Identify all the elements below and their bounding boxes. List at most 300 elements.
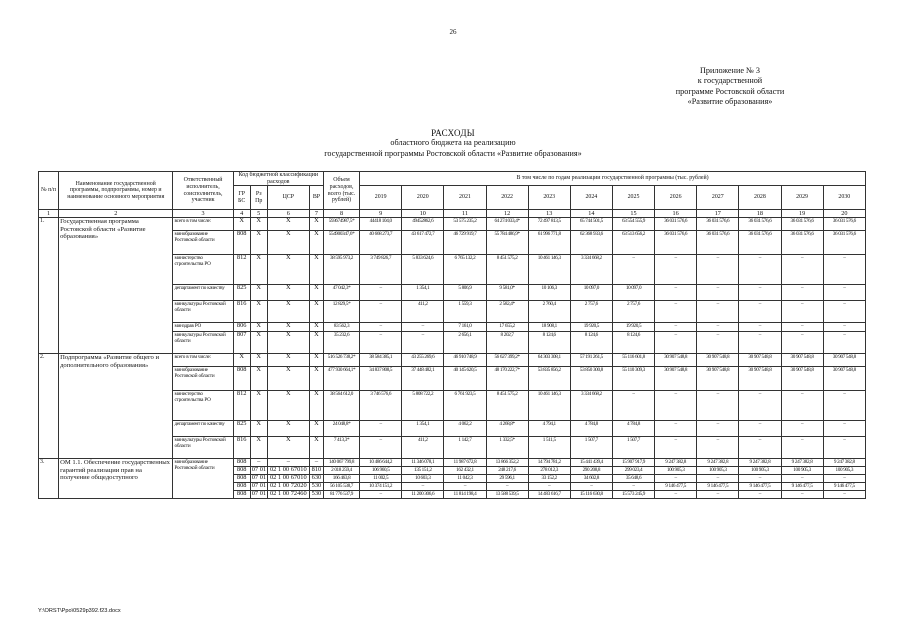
row-vr: 530 (309, 483, 323, 491)
row-total: 477 930 664,1* (323, 367, 359, 391)
row-year-value: 36 031 576,6 (739, 231, 781, 255)
appendix-line: к государственной (697, 76, 763, 86)
row-year-value: – (697, 332, 739, 354)
row-year-value: 36 031 576,6 (655, 231, 697, 255)
row-year-value: 56 627 399,2* (486, 354, 528, 367)
row-year-value: 36 031 576,6 (697, 231, 739, 255)
row-rzpr: 07 01 (251, 490, 267, 498)
row-rzpr: X (250, 367, 267, 391)
row-year-value: – (739, 255, 781, 285)
row-year-value: 8 124,6 (570, 332, 612, 354)
row-year-value: – (486, 483, 528, 491)
row-year-value: – (655, 332, 697, 354)
row-year-value: – (781, 332, 823, 354)
expenses-table (38, 171, 866, 499)
row-csr: X (267, 285, 309, 301)
appendix-line: Приложение № 3 (700, 66, 760, 75)
row-year-value: – (781, 391, 823, 421)
row-year-value: 9 247 382,8 (823, 459, 865, 467)
row-year-value: – (823, 301, 865, 323)
row-year-value: 63 554 555,9 (612, 218, 654, 231)
row-year-value: 135 151,2 (402, 467, 444, 475)
header-year: 2024 (570, 186, 612, 210)
row-year-value: 55 110 309,3 (612, 367, 654, 391)
row-year-value: 29 596,1 (486, 475, 528, 483)
row-vr: X (309, 421, 323, 437)
header-year: 2026 (655, 186, 697, 210)
row-year-value: – (697, 475, 739, 483)
row-year-value: 65 744 501,5 (570, 218, 612, 231)
row-year-value: 10 097,0 (612, 285, 654, 301)
row-year-value: 17 655,2 (486, 323, 528, 332)
row-vr: X (309, 285, 323, 301)
row-year-value: 2 757,6 (570, 301, 612, 323)
row-year-value: – (823, 437, 865, 459)
row-year-value: 1 332,5* (486, 437, 528, 459)
row-year-value: 36 031 576,6 (739, 218, 781, 231)
row-year-value: – (402, 483, 444, 491)
column-number: 11 (444, 210, 486, 218)
row-rzpr: X (250, 231, 267, 255)
row-year-value: – (823, 332, 865, 354)
header-csr: ЦСР (267, 186, 309, 210)
row-year-value: 2 656,1 (444, 332, 486, 354)
row-year-value: 11 987 672,8 (444, 459, 486, 467)
row-csr: X (267, 354, 309, 367)
row-total: 140 067 799,8 (323, 459, 359, 467)
row-vr: X (309, 367, 323, 391)
row-csr: 02 1 00 72460 (267, 491, 309, 499)
row-csr: 02 1 00 67010 (267, 475, 309, 483)
row-year-value: 10 486 644,2 (360, 459, 402, 467)
row-year-value: – (697, 491, 739, 499)
row-year-value: 9 247 382,8 (781, 459, 823, 467)
row-year-value: 46 910 748,9 (444, 354, 486, 367)
row-year-value: – (823, 323, 865, 332)
table-row (39, 459, 866, 467)
row-vr: X (309, 332, 323, 354)
row-year-value: 9 247 382,8 (655, 459, 697, 467)
row-year-value: 4 062,2 (444, 421, 486, 437)
row-grbs: 808 (233, 459, 250, 467)
header-year: 2023 (528, 186, 570, 210)
row-grbs: 806 (233, 323, 250, 332)
row-year-value: – (697, 301, 739, 323)
header-code: Код бюджетной классификации расходов (233, 172, 323, 186)
row-year-value: – (739, 332, 781, 354)
row-year-value: 30 907 548,8 (781, 354, 823, 367)
row-rzpr: X (250, 437, 267, 459)
row-year-value: – (655, 391, 697, 421)
row-year-value: 11 002,5 (360, 475, 402, 483)
row-executor: всего в том числе: (173, 354, 233, 367)
row-grbs: X (233, 218, 250, 231)
row-grbs: 808 (233, 475, 250, 483)
row-year-value: – (655, 285, 697, 301)
row-year-value: 3 334 668,2 (570, 391, 612, 421)
row-csr: X (267, 301, 309, 323)
row-year-value: 8 202,7 (486, 332, 528, 354)
row-year-value: 11 042,3 (444, 475, 486, 483)
row-rzpr: X (250, 218, 267, 231)
row-year-value: 162 432,1 (444, 467, 486, 475)
row-executor: министерство строительства РО (173, 255, 233, 285)
row-year-value: 100 905,3 (823, 467, 865, 475)
row-year-value: – (823, 391, 865, 421)
row-rzpr: X (250, 255, 267, 285)
column-number: 14 (570, 210, 612, 218)
row-year-value: – (570, 483, 612, 491)
row-year-value: – (823, 421, 865, 437)
column-number: 20 (823, 210, 865, 218)
row-year-value: – (655, 491, 697, 499)
row-year-value: 13 866 352,2 (486, 459, 528, 467)
row-year-value: 100 905,3 (655, 467, 697, 475)
row-year-value: – (655, 475, 697, 483)
row-csr: X (267, 391, 309, 421)
column-number: 15 (612, 210, 654, 218)
row-year-value: – (402, 323, 444, 332)
row-total: 12 829,5* (323, 301, 359, 323)
row-year-value: 30 907 548,8 (823, 367, 865, 391)
row-year-value: 10 097,0 (570, 285, 612, 301)
row-year-value: – (402, 332, 444, 354)
row-year-value: – (823, 255, 865, 285)
row-year-value: 5 833 624,6 (402, 255, 444, 285)
row-rzpr: X (250, 332, 267, 354)
row-year-value: 4 268,8* (486, 421, 528, 437)
row-year-value: 53 575 235,2 (444, 218, 486, 231)
row-year-value: 411,2 (402, 301, 444, 323)
row-rzpr: X (250, 285, 267, 301)
row-year-value: 19 920,5 (612, 323, 654, 332)
row-year-value: 30 907 548,8 (823, 354, 865, 367)
row-executor: департамент по качеству (173, 285, 233, 301)
column-number: 6 (267, 210, 309, 218)
row-year-value: 30 907 548,8 (697, 354, 739, 367)
header-year: 2025 (612, 186, 654, 210)
row-year-value: 64 274 033,4* (486, 218, 528, 231)
row-year-value: 4 784,8 (612, 421, 654, 437)
row-vr: 810 (309, 467, 323, 475)
row-year-value: – (781, 421, 823, 437)
row-number: 1. (39, 218, 59, 354)
row-rzpr: 07 01 (251, 474, 267, 482)
row-year-value: – (739, 323, 781, 332)
row-year-value: – (360, 332, 402, 354)
row-year-value: – (739, 437, 781, 459)
row-year-value: 15 573 245,9 (612, 491, 654, 499)
row-year-value: – (739, 285, 781, 301)
row-grbs: 812 (233, 255, 250, 285)
row-csr: X (267, 218, 309, 231)
row-grbs: 808 (233, 467, 250, 475)
row-year-value: 106 960,5 (360, 467, 402, 475)
row-grbs: X (233, 354, 250, 367)
table-row (39, 354, 866, 367)
row-year-value: 278 012,3 (528, 467, 570, 475)
row-year-value: – (360, 323, 402, 332)
row-name: Государственная программа Ростовской области «Развитие образования» (59, 218, 173, 354)
row-year-value: 44418 104,0 (360, 218, 402, 231)
row-year-value: 36 031 576,6 (823, 231, 865, 255)
row-grbs: 808 (233, 491, 250, 499)
row-year-value: 30 907 548,8 (739, 367, 781, 391)
row-total: 593674987,5* (323, 218, 359, 231)
appendix-line: «Развитие образования» (687, 96, 773, 106)
row-year-value: 3 749 826,7 (360, 255, 402, 285)
row-year-value: 9 146 477,5 (697, 483, 739, 491)
row-year-value: – (823, 285, 865, 301)
row-year-value: 40 668 273,7 (360, 231, 402, 255)
row-year-value: 36 031 576,6 (781, 218, 823, 231)
row-year-value: 1 142,7 (444, 437, 486, 459)
expenses-table-container (38, 171, 866, 499)
header-year: 2029 (781, 186, 823, 210)
row-year-value: 34 837 808,5 (360, 367, 402, 391)
row-year-value: 4 794,1 (528, 421, 570, 437)
row-year-value: 9 146 477,5 (823, 483, 865, 491)
row-year-value: 1 559,3 (444, 301, 486, 323)
row-year-value: 100 905,3 (739, 467, 781, 475)
row-executor: минобразование Ростовской области (173, 367, 233, 391)
row-year-value: 55 116 601,8 (612, 354, 654, 367)
row-grbs: 808 (233, 367, 250, 391)
row-year-value: 9 146 477,5 (739, 483, 781, 491)
row-year-value: – (697, 285, 739, 301)
row-year-value: – (781, 285, 823, 301)
row-csr: X (267, 231, 309, 255)
row-vr: X (309, 437, 323, 459)
row-total: 47 042,3* (323, 285, 359, 301)
header-year: 2027 (697, 186, 739, 210)
row-csr: X (267, 437, 309, 459)
column-number: 17 (697, 210, 739, 218)
row-year-value: 10 461 146,3 (528, 391, 570, 421)
row-year-value: 1 354,1 (402, 285, 444, 301)
title-line: областного бюджета на реализацию (390, 138, 516, 148)
row-csr: X (267, 255, 309, 285)
column-number: 18 (739, 210, 781, 218)
row-grbs: 808 (233, 231, 250, 255)
row-year-value: 3 334 668,2 (570, 255, 612, 285)
row-year-value: 1 511,5 (528, 437, 570, 459)
row-vr: X (309, 301, 323, 323)
header-rzpr: Рз Пр (250, 186, 267, 210)
row-year-value: 48 170 222,7* (486, 367, 528, 391)
row-executor: всего в том числе: (173, 218, 233, 231)
row-year-value: 3 746 576,6 (360, 391, 402, 421)
row-executor: департамент по качеству (173, 421, 233, 437)
row-vr: X (309, 231, 323, 255)
row-year-value: 5 808 722,2 (402, 391, 444, 421)
appendix-line: программе Ростовской области (675, 86, 785, 96)
row-total: 554900347,6* (323, 231, 359, 255)
row-year-value: – (360, 301, 402, 323)
row-year-value: – (528, 483, 570, 491)
row-csr: X (267, 323, 309, 332)
row-year-value: 1 507,7 (570, 437, 612, 459)
row-year-value: 9 247 382,8 (697, 459, 739, 467)
row-year-value: 61 996 771,8 (528, 231, 570, 255)
row-total: 516 526 738,2* (323, 354, 359, 367)
row-year-value: 11 814 198,4 (444, 491, 486, 499)
row-year-value: 36 031 576,6 (781, 231, 823, 255)
row-total: 83 562,3 (323, 323, 359, 332)
row-year-value: 10 106,3 (528, 285, 570, 301)
row-year-value: – (360, 421, 402, 437)
row-executor: минкультуры Ростовской области (173, 437, 233, 459)
row-year-value: 36 031 576,6 (697, 218, 739, 231)
header-years-group: В том числе по годам реализации государственной программы (тыс. рублей) (360, 172, 866, 186)
row-year-value: 30 907 548,8 (739, 354, 781, 367)
row-executor: минобразование Ростовской области (173, 459, 233, 499)
row-year-value: – (739, 475, 781, 483)
row-grbs: 807 (233, 332, 250, 354)
row-year-value: 15 441 439,4 (570, 459, 612, 467)
row-vr: X (309, 255, 323, 285)
row-year-value: – (655, 301, 697, 323)
row-year-value: 63 513 656,2 (612, 231, 654, 255)
row-grbs: 808 (233, 483, 250, 491)
header-num: № п/п (39, 172, 59, 210)
row-rzpr: X (250, 421, 267, 437)
row-year-value: 30 907 548,8 (655, 354, 697, 367)
row-year-value: 5 806,9 (444, 285, 486, 301)
row-year-value: – (360, 437, 402, 459)
row-year-value: – (781, 323, 823, 332)
row-year-value: – (655, 437, 697, 459)
row-vr: 630 (309, 475, 323, 483)
row-year-value: 64 303 308,1 (528, 354, 570, 367)
row-year-value: 100 905,3 (781, 467, 823, 475)
header-executor: Ответственный исполнитель, соисполнитель, участник (173, 172, 233, 210)
row-year-value: 299 023,4 (612, 467, 654, 475)
title-line: государственной программы Ростовской области «Развитие образования» (324, 148, 582, 158)
row-rzpr: X (250, 301, 267, 323)
row-total: 38 564 612,0 (323, 391, 359, 421)
row-name: Подпрограмма «Развитие общего и дополнительного образования» (59, 354, 173, 459)
file-path-footer: Y:\ORST\Ppo\0529p392.f23.docx (38, 608, 121, 614)
row-year-value: 15 907 917,9 (612, 459, 654, 467)
row-year-value: 10 461 146,3 (528, 255, 570, 285)
row-rzpr: X (250, 391, 267, 421)
row-csr: 02 1 00 67010 (267, 467, 309, 475)
row-year-value: – (612, 391, 654, 421)
row-year-value: 34 602,8 (570, 475, 612, 483)
row-vr: 530 (309, 491, 323, 499)
row-year-value: 10 603,3 (402, 475, 444, 483)
header-year: 2019 (360, 186, 402, 210)
header-total: Объем расходов, всего (тыс. рублей) (323, 172, 359, 210)
title-main: РАСХОДЫ (431, 128, 475, 138)
header-grbs: ГР БС (233, 186, 250, 210)
row-year-value: 11 200 306,6 (402, 491, 444, 499)
row-year-value: 9 247 382,8 (739, 459, 781, 467)
row-year-value: 57 191 261,5 (570, 354, 612, 367)
row-year-value: – (781, 491, 823, 499)
row-year-value: 14 483 616,7 (528, 491, 570, 499)
appendix-block (630, 66, 830, 107)
row-year-value: 53 850 300,8 (570, 367, 612, 391)
row-year-value: 6 761 923,5 (444, 391, 486, 421)
column-number: 8 (323, 210, 359, 218)
row-grbs: 812 (233, 391, 250, 421)
row-rzpr: 07 01 (251, 482, 267, 490)
row-year-value: 49452862,6 (402, 218, 444, 231)
row-year-value: 13 588 539,5 (486, 491, 528, 499)
row-year-value: – (697, 391, 739, 421)
row-grbs: 825 (233, 285, 250, 301)
row-vr: X (309, 218, 323, 231)
row-year-value: – (739, 391, 781, 421)
row-year-value: 14 794 781,2 (528, 459, 570, 467)
row-year-value: – (444, 483, 486, 491)
header-vr: ВР (309, 186, 323, 210)
row-csr: – (267, 459, 309, 467)
row-year-value: 11 346 078,1 (402, 459, 444, 467)
row-year-value: – (655, 255, 697, 285)
row-year-value: 1 507,7 (612, 437, 654, 459)
row-year-value: – (781, 475, 823, 483)
row-total: 24 048,8* (323, 421, 359, 437)
row-year-value: – (697, 421, 739, 437)
row-year-value: – (697, 323, 739, 332)
row-year-value: – (781, 255, 823, 285)
row-vr: – (309, 459, 323, 467)
column-number: 10 (402, 210, 444, 218)
row-year-value: – (781, 437, 823, 459)
row-year-value: – (612, 255, 654, 285)
row-year-value: 30 907 548,8 (781, 367, 823, 391)
row-year-value: 10 374 151,2 (360, 483, 402, 491)
row-year-value: – (739, 421, 781, 437)
column-number: 3 (173, 210, 233, 218)
row-total: 2 018 259,4 (323, 467, 359, 475)
row-year-value: 19 920,5 (570, 323, 612, 332)
row-vr: X (309, 323, 323, 332)
row-csr: X (267, 421, 309, 437)
row-total: 7 413,3* (323, 437, 359, 459)
row-year-value: 411,2 (402, 437, 444, 459)
row-year-value: 46 729 919,7 (444, 231, 486, 255)
column-number: 9 (360, 210, 402, 218)
row-year-value: 100 905,3 (697, 467, 739, 475)
row-csr: X (267, 332, 309, 354)
row-year-value: – (823, 491, 865, 499)
header-name: Наименование государственной программы, подпрограммы, номер и наименование основного мероприятия (59, 172, 173, 210)
page-number: 26 (449, 28, 457, 36)
row-grbs: 816 (233, 437, 250, 459)
row-year-value: 18 908,1 (528, 323, 570, 332)
row-year-value: 2 757,6 (612, 301, 654, 323)
row-year-value: – (739, 301, 781, 323)
row-number: 3. (39, 459, 59, 499)
row-year-value: 9 581,0* (486, 285, 528, 301)
column-number: 4 (233, 210, 250, 218)
column-number: 12 (486, 210, 528, 218)
row-vr: X (309, 391, 323, 421)
row-year-value: 40 145 620,5 (444, 367, 486, 391)
row-total: 35 232,6 (323, 332, 359, 354)
row-executor: минкультуры Ростовской области (173, 332, 233, 354)
row-executor: минкультуры Ростовской области (173, 301, 233, 323)
header-year: 2028 (739, 186, 781, 210)
row-year-value: 2 760,4 (528, 301, 570, 323)
row-year-value: 15 116 630,8 (570, 491, 612, 499)
row-year-value: 38 584 385,1 (360, 354, 402, 367)
row-total: 81 776 537,9 (323, 491, 359, 499)
